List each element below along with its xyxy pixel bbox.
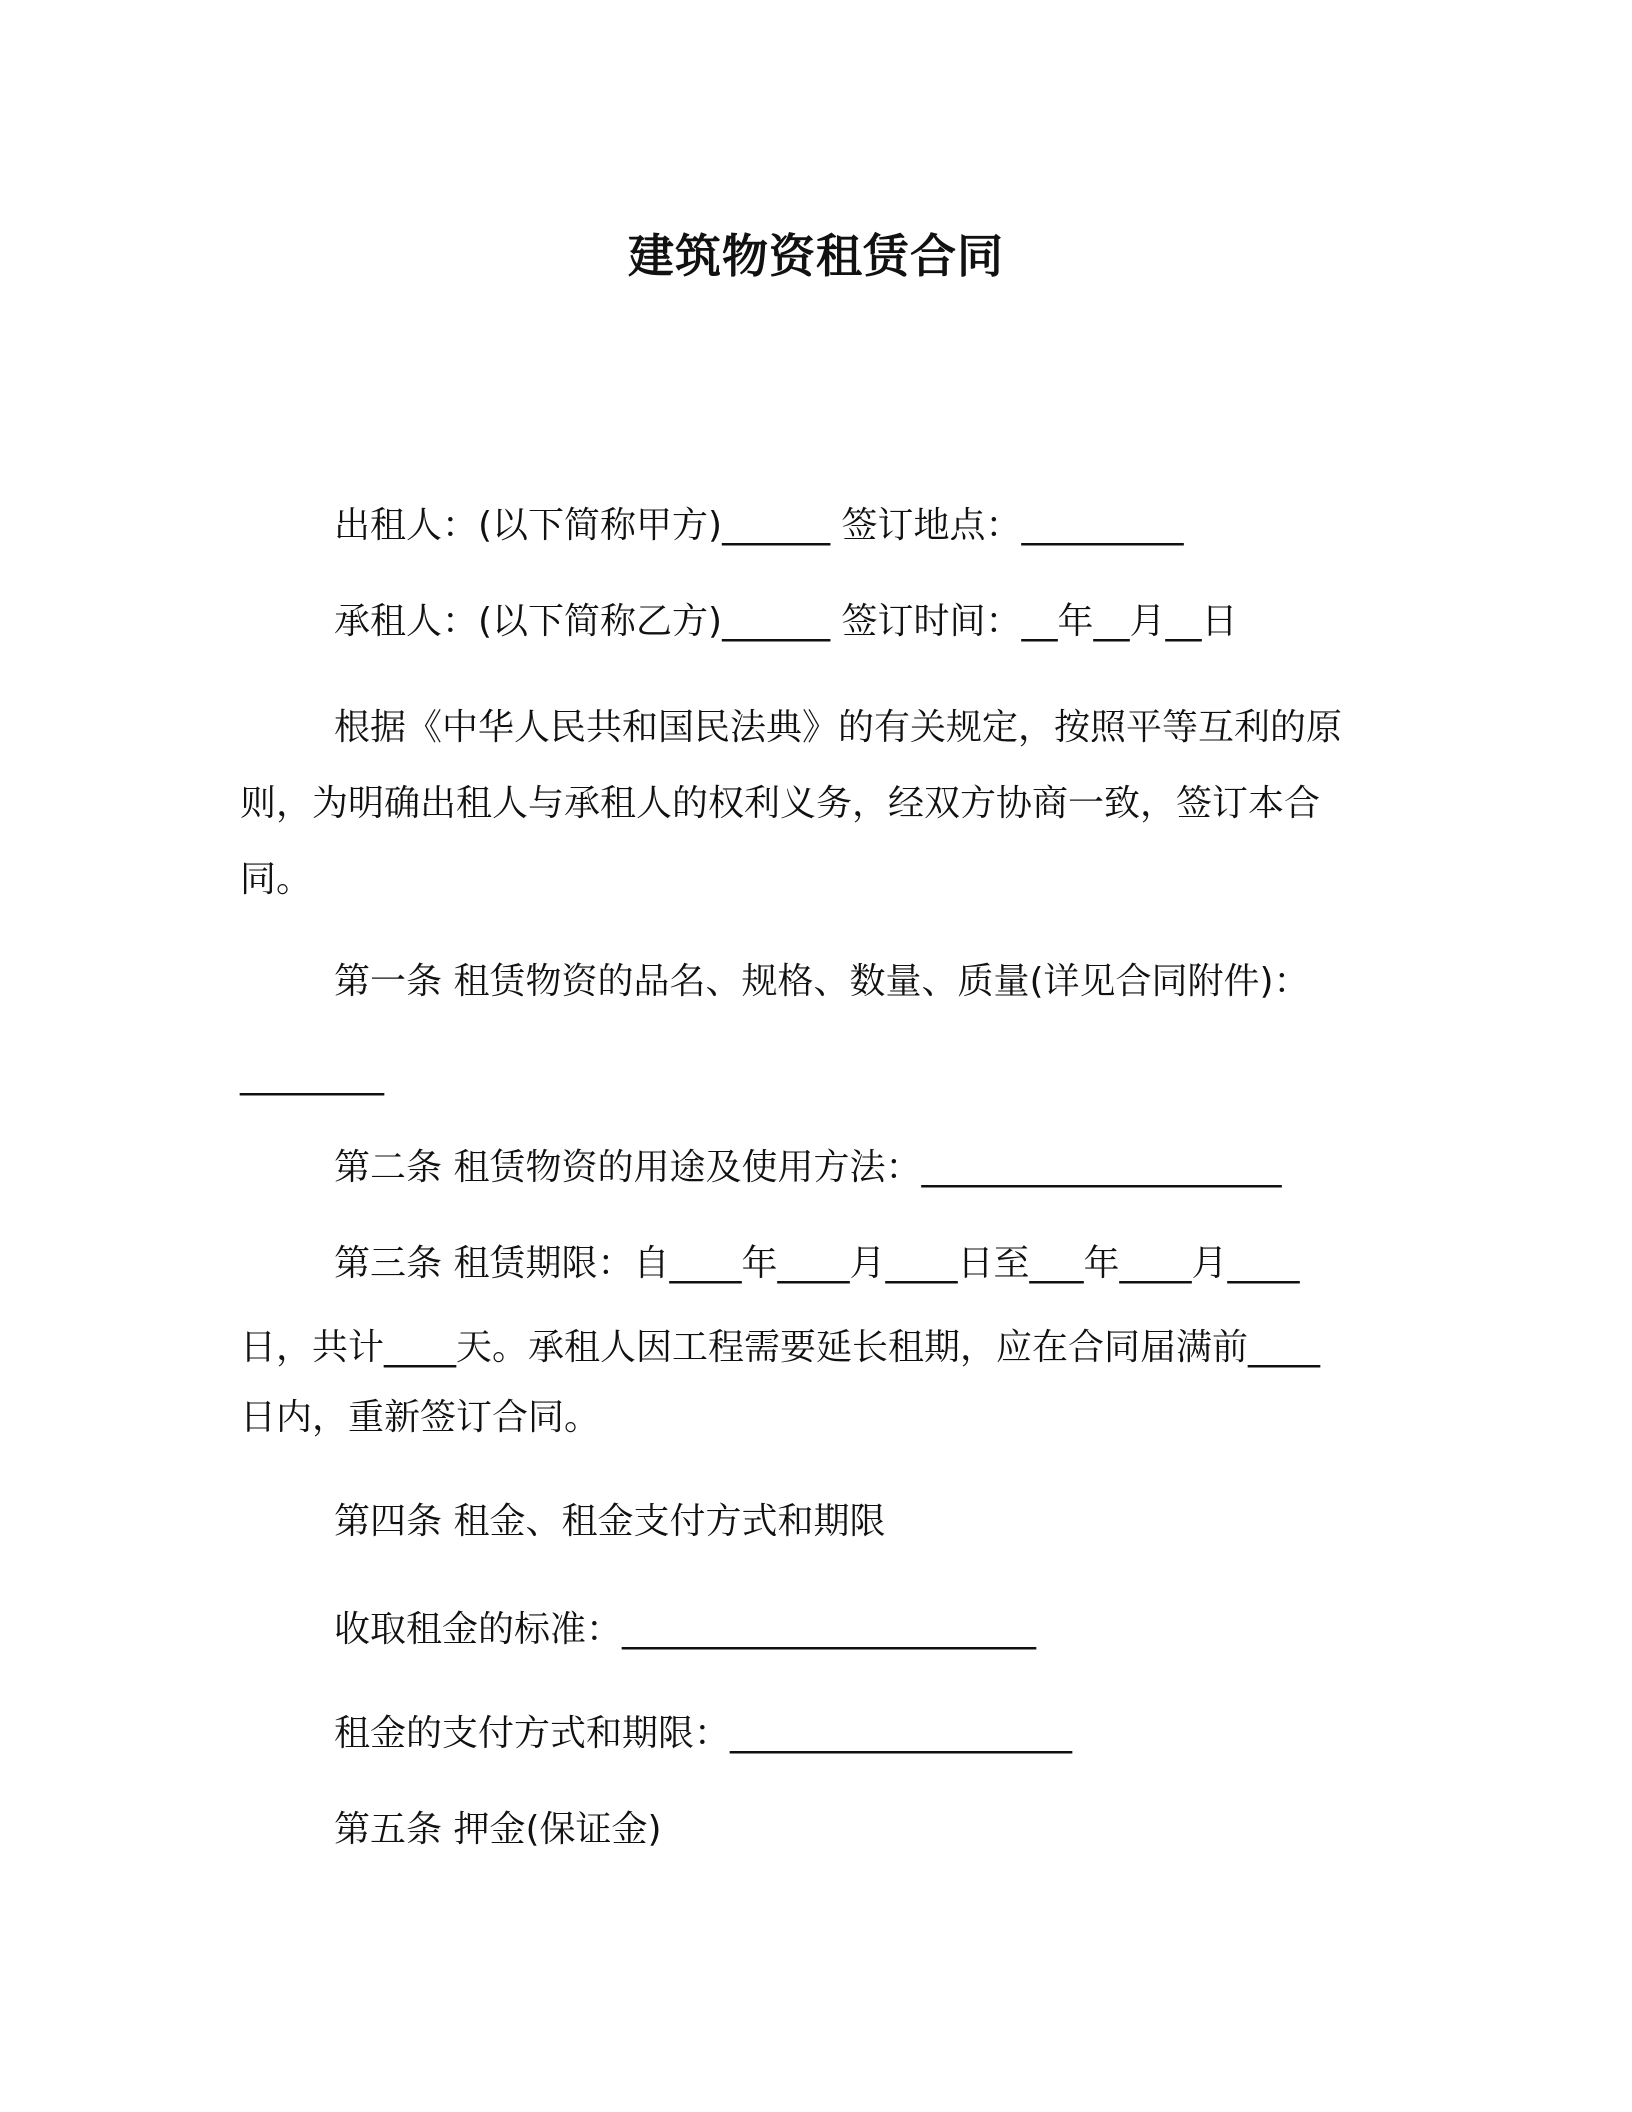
article-3-line-3: 日内，重新签订合同。 (240, 1397, 601, 1438)
article-1-line-2: ________ (240, 1055, 384, 1096)
lessor-line: 出租人：(以下简称甲方)______ 签订地点：_________ (334, 505, 1184, 546)
article-3-line-1: 第三条 租赁期限：自____年____月____日至___年____月____ (334, 1243, 1300, 1284)
article-5-heading: 第五条 押金(保证金) (334, 1809, 662, 1850)
lessee-line: 承租人：(以下简称乙方)______ 签订时间：__年__月__日 (334, 601, 1238, 642)
article-4-heading: 第四条 租金、租金支付方式和期限 (334, 1501, 886, 1542)
article-3-line-2: 日，共计____天。承租人因工程需要延长租期，应在合同届满前____ (240, 1327, 1321, 1368)
article-2-line: 第二条 租赁物资的用途及使用方法：____________________ (334, 1147, 1282, 1188)
rent-standard-line: 收取租金的标准：_______________________ (334, 1609, 1037, 1650)
preamble-line-3: 同。 (240, 859, 313, 900)
rent-payment-line: 租金的支付方式和期限：___________________ (334, 1713, 1073, 1754)
preamble-line-2: 则，为明确出租人与承租人的权利义务，经双方协商一致，签订本合 (240, 783, 1321, 824)
document-title: 建筑物资租赁合同 (628, 229, 1004, 283)
article-1-line-1: 第一条 租赁物资的品名、规格、数量、质量(详见合同附件)： (334, 961, 1310, 1002)
preamble-line-1: 根据《中华人民共和国民法典》的有关规定，按照平等互利的原 (334, 707, 1343, 748)
